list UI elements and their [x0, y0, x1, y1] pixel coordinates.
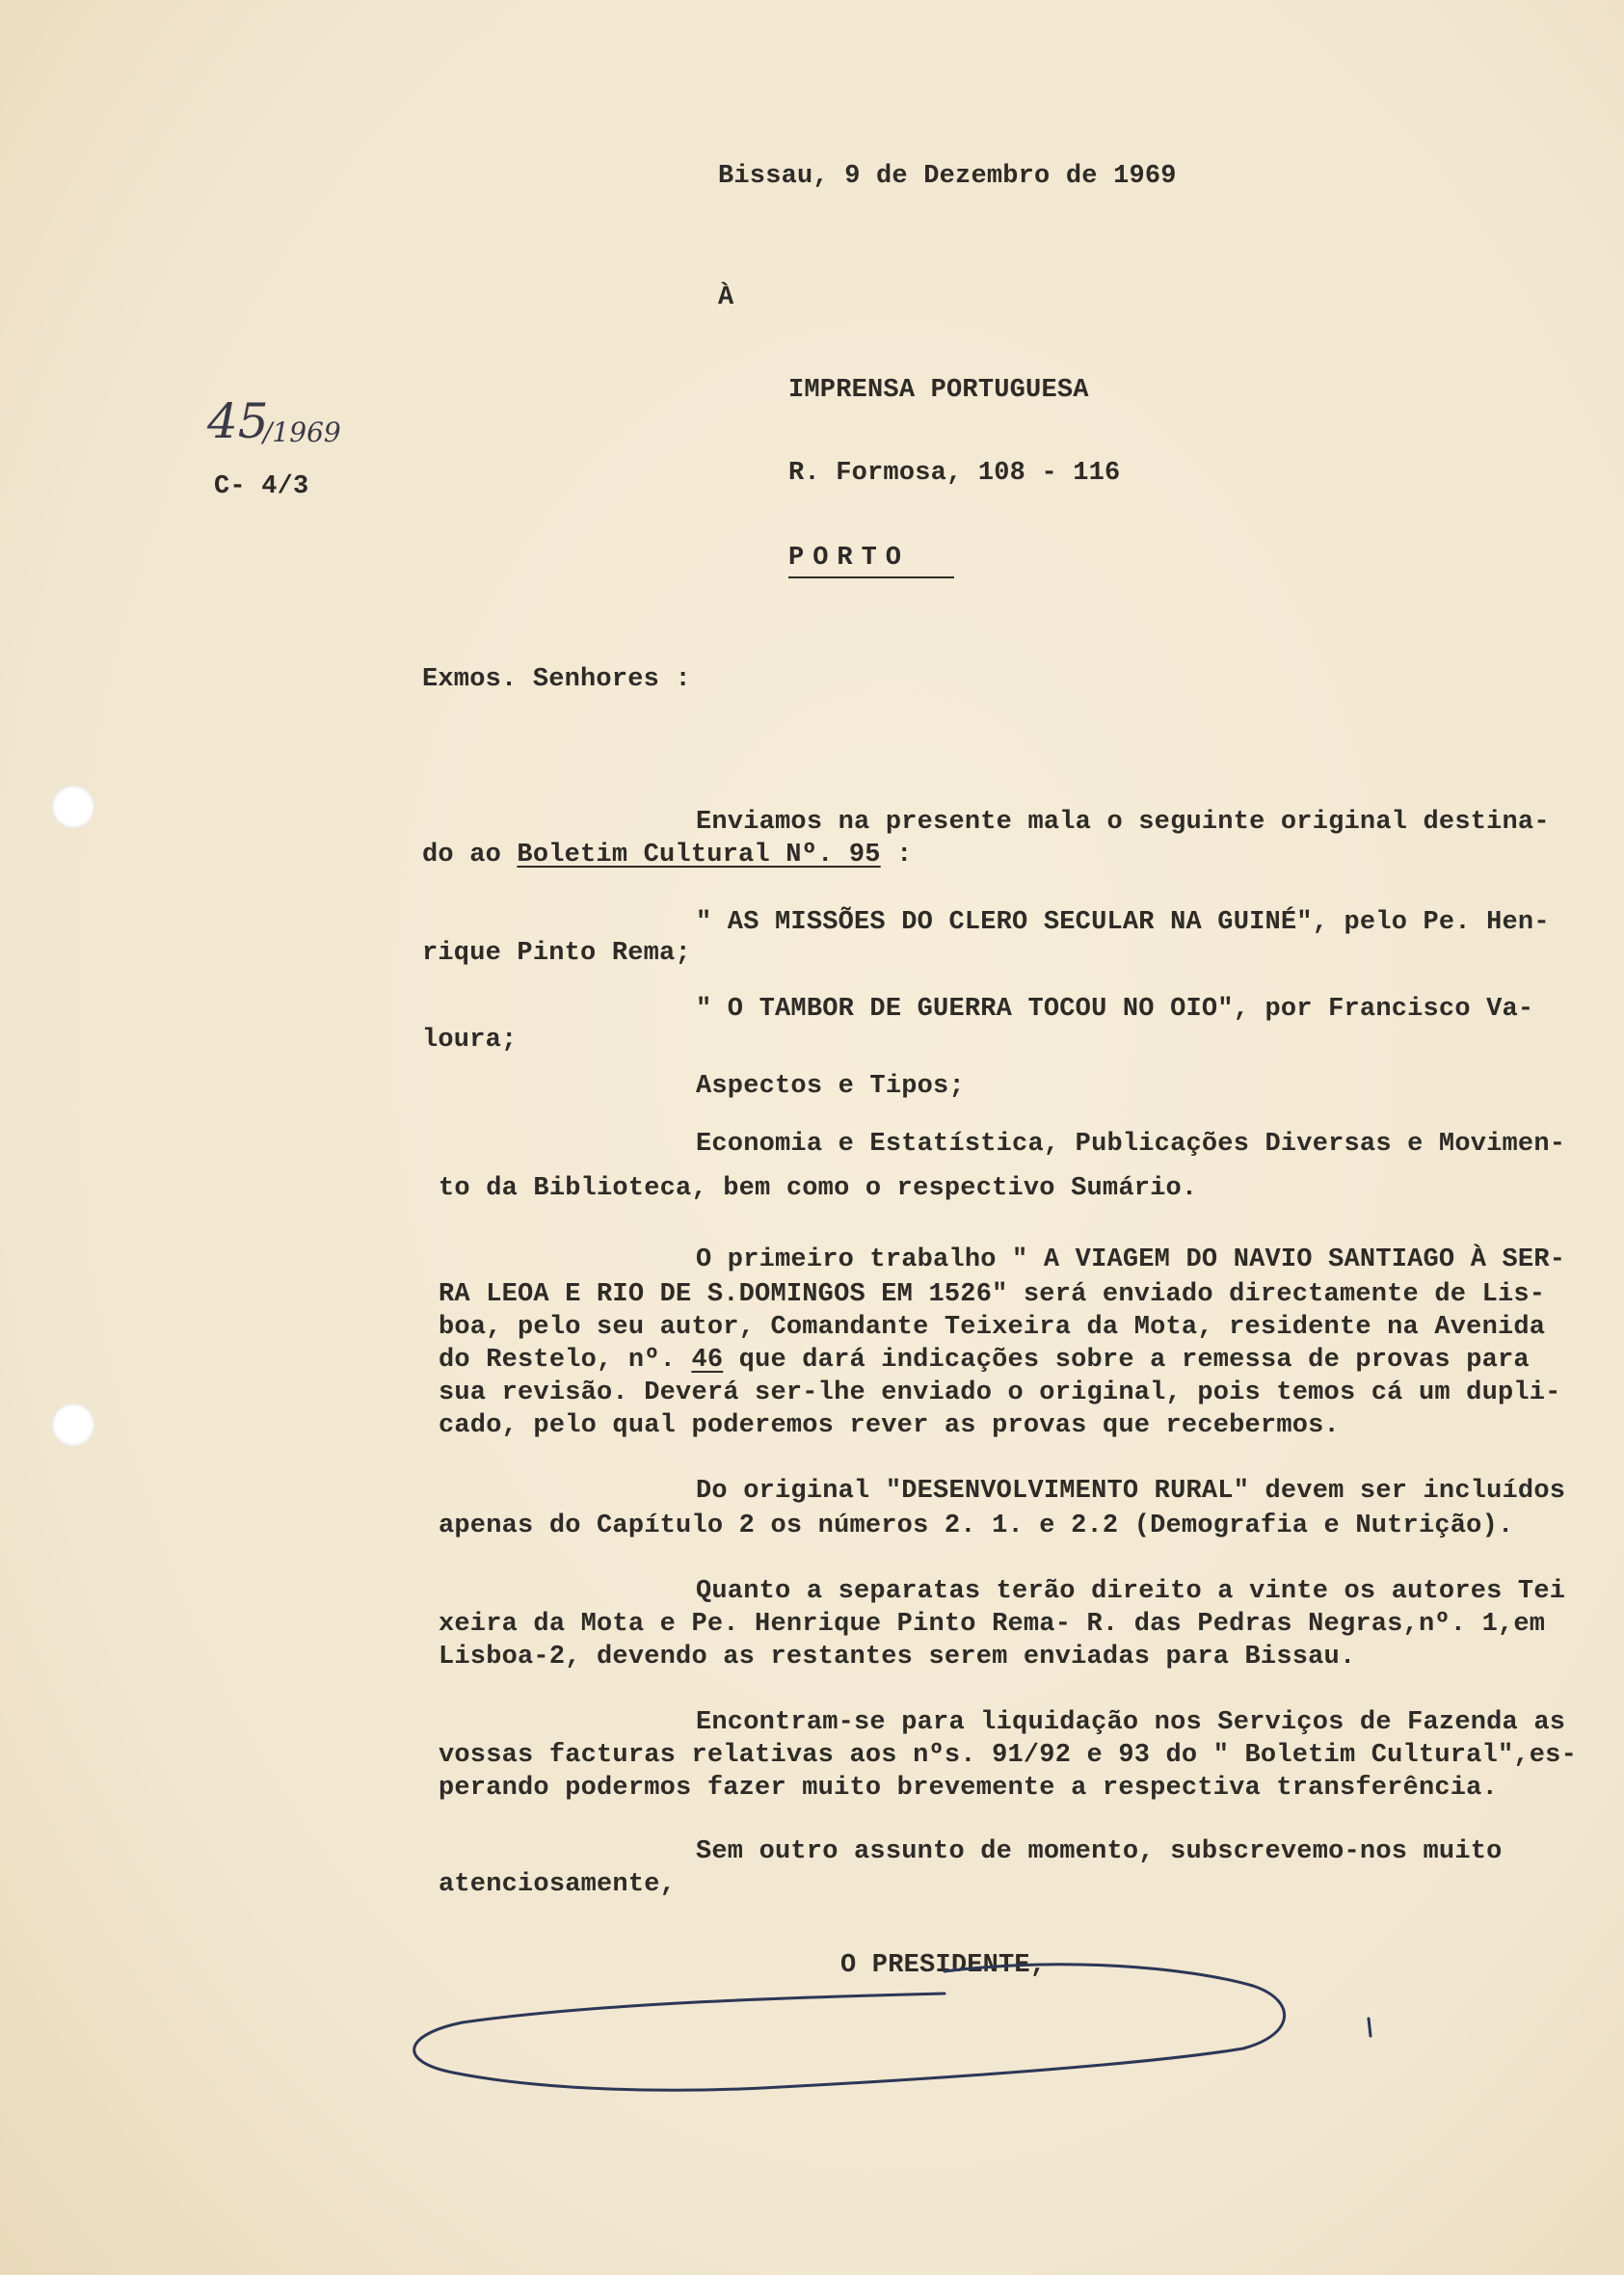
- p1-prefix: do ao: [422, 841, 518, 870]
- reference-year: /1969: [263, 416, 341, 448]
- item-1-line-2: rique Pinto Rema;: [422, 939, 691, 968]
- item-4-line-1: Economia e Estatística, Publicações Diversas e Movimen-: [696, 1130, 1566, 1159]
- date-line: Bissau, 9 de Dezembro de 1969: [718, 162, 1177, 191]
- item-2-line-1: " O TAMBOR DE GUERRA TOCOU NO OIO", por Francisco Va-: [696, 995, 1534, 1024]
- paragraph-1-line-1: Enviamos na presente mala o seguinte original destina-: [696, 808, 1550, 837]
- item-2-line-2: loura;: [422, 1026, 518, 1055]
- p1-suffix: :: [880, 841, 913, 870]
- salutation: Exmos. Senhores :: [422, 665, 691, 694]
- paragraph-4-line-3: Lisboa-2, devendo as restantes serem enviadas para Bissau.: [439, 1643, 1356, 1672]
- item-1-line-1: " AS MISSÕES DO CLERO SECULAR NA GUINÉ", pelo Pe. Hen-: [696, 908, 1550, 937]
- p2-l4-suffix: que dará indicações sobre a remessa de provas para: [723, 1346, 1530, 1375]
- restelo-number: 46: [691, 1346, 724, 1375]
- recipient-city: PORTO: [788, 544, 911, 573]
- item-4-line-2: to da Biblioteca, bem como o respectivo Sumário.: [439, 1174, 1198, 1203]
- recipient-address: R. Formosa, 108 - 116: [788, 459, 1121, 488]
- paragraph-3-line-1: Do original "DESENVOLVIMENTO RURAL" devem ser incluídos: [696, 1477, 1566, 1506]
- reference-code: C- 4/3: [214, 472, 309, 501]
- paragraph-2-line-3: boa, pelo seu autor, Comandante Teixeira da Mota, residente na Avenida: [439, 1313, 1546, 1342]
- recipient-name: IMPRENSA PORTUGUESA: [788, 376, 1089, 405]
- handwritten-reference-number: 45: [207, 393, 269, 449]
- p2-l4-prefix: do Restelo, nº.: [439, 1346, 692, 1375]
- paragraph-6-line-1: Sem outro assunto de momento, subscrevemo-nos muito: [696, 1837, 1503, 1866]
- paragraph-4-line-2: xeira da Mota e Pe. Henrique Pinto Rema- R. das Pedras Negras,nº. 1,em: [439, 1610, 1546, 1639]
- signature-stroke: [414, 1965, 1285, 2090]
- paragraph-5-line-2: vossas facturas relativas aos nºs. 91/92 e 93 do " Boletim Cultural",es-: [439, 1741, 1577, 1770]
- paragraph-5-line-1: Encontram-se para liquidação nos Serviços de Fazenda as: [696, 1708, 1566, 1737]
- to-prefix: À: [718, 283, 734, 312]
- paragraph-2-line-6: cado, pelo qual poderemos rever as provas que recebermos.: [439, 1411, 1340, 1440]
- paragraph-2-line-5: sua revisão. Deverá ser-lhe enviado o original, pois temos cá um dupli-: [439, 1378, 1561, 1407]
- paragraph-5-line-3: perando podermos fazer muito brevemente a respectiva transferência.: [439, 1774, 1498, 1803]
- closing-title: O PRESIDENTE,: [840, 1951, 1047, 1980]
- paragraph-2-line-2: RA LEOA E RIO DE S.DOMINGOS EM 1526" será enviado directamente de Lis-: [439, 1280, 1546, 1309]
- paragraph-6-line-2: atenciosamente,: [439, 1870, 677, 1899]
- signature-tick: [1369, 2019, 1371, 2036]
- paragraph-3-line-2: apenas do Capítulo 2 os números 2. 1. e 2.2 (Demografia e Nutrição).: [439, 1512, 1514, 1540]
- item-3: Aspectos e Tipos;: [696, 1072, 965, 1101]
- paragraph-4-line-1: Quanto a separatas terão direito a vinte os autores Tei: [696, 1577, 1566, 1606]
- boletim-number: Boletim Cultural Nº. 95: [517, 841, 881, 870]
- paragraph-2-line-1: O primeiro trabalho " A VIAGEM DO NAVIO SANTIAGO À SER-: [696, 1245, 1566, 1274]
